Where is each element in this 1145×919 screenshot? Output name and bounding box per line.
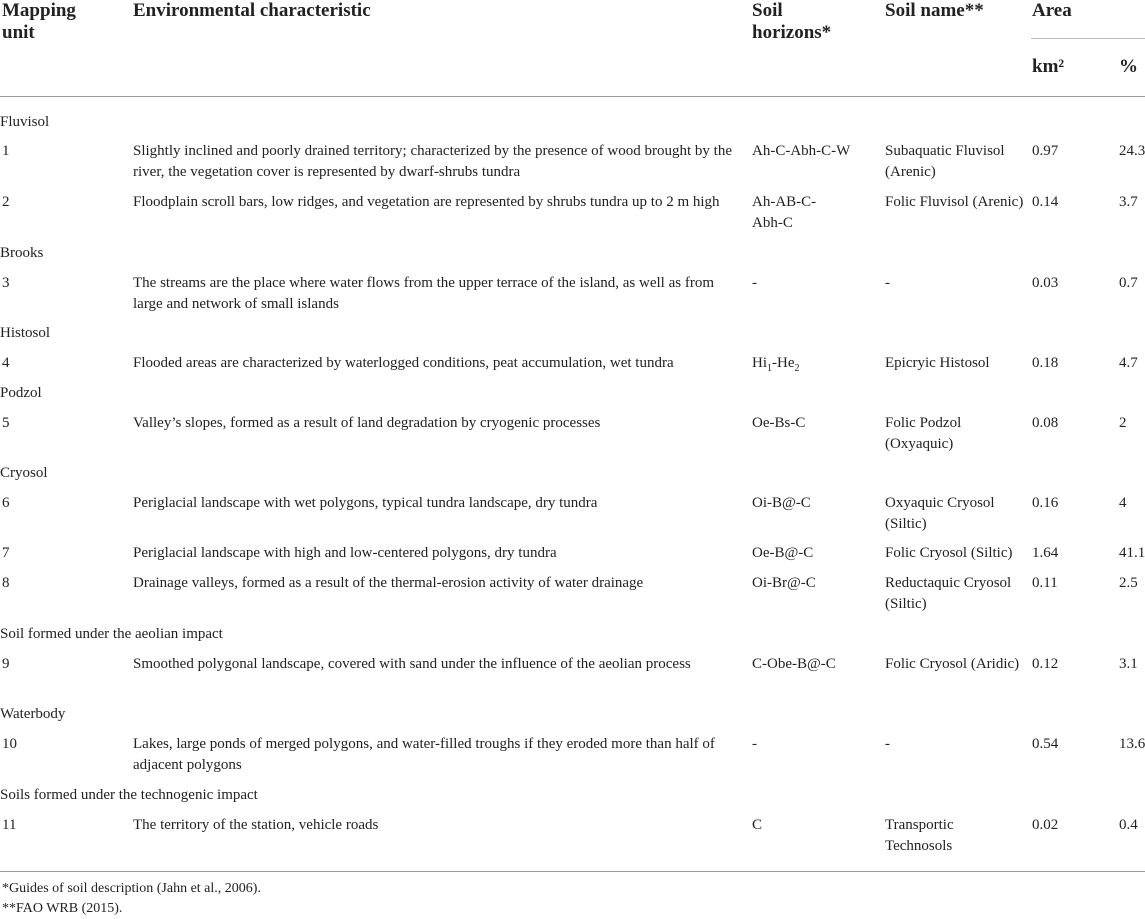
area-subheader-rule bbox=[1031, 38, 1145, 39]
horizon-subscript: 2 bbox=[794, 363, 800, 374]
header-percent: % bbox=[1119, 56, 1138, 77]
cell-km2: 0.08 bbox=[1032, 415, 1059, 431]
cell-unit: 4 bbox=[2, 355, 10, 371]
cell-unit: 5 bbox=[2, 415, 10, 431]
cell-km2: 0.11 bbox=[1032, 575, 1058, 591]
cell-horizons: Ah-C-Abh-C-W bbox=[752, 143, 851, 159]
cell-horizons: - bbox=[752, 736, 757, 752]
cell-horizons: C-Obe-B@-C bbox=[752, 656, 836, 672]
cell-soil-name: Epicryic Histosol bbox=[885, 355, 990, 371]
cell-unit: 10 bbox=[2, 736, 17, 752]
header-km2: km² bbox=[1032, 56, 1065, 77]
cell-env: Periglacial landscape with wet polygons, typical tundra landscape, dry tundra bbox=[133, 495, 598, 511]
cell-km2: 0.12 bbox=[1032, 656, 1059, 672]
section-podzol: Podzol bbox=[0, 385, 42, 401]
cell-km2: 0.16 bbox=[1032, 495, 1059, 511]
cell-soil-name: - bbox=[885, 736, 890, 752]
cell-pct: 4.7 bbox=[1119, 355, 1138, 371]
cell-env: Slightly inclined and poorly drained territory; characterized by the presence of wood brought by the river, the vegetation cover is represented by dwarf-shrubs tundra bbox=[133, 143, 732, 180]
cell-km2: 0.54 bbox=[1032, 736, 1059, 752]
cell-env: The territory of the station, vehicle roads bbox=[133, 817, 379, 833]
cell-horizons: Oe-B@-C bbox=[752, 545, 814, 561]
cell-unit: 9 bbox=[2, 656, 10, 672]
cell-env: Periglacial landscape with high and low-centered polygons, dry tundra bbox=[133, 545, 557, 561]
cell-pct: 13.6 bbox=[1119, 736, 1145, 752]
cell-soil-name: Folic Cryosol (Aridic) bbox=[885, 656, 1020, 672]
cell-km2: 1.64 bbox=[1032, 545, 1059, 561]
cell-pct: 0.7 bbox=[1119, 275, 1138, 291]
cell-pct: 3.1 bbox=[1119, 656, 1138, 672]
cell-km2: 0.14 bbox=[1032, 194, 1059, 210]
cell-env: Floodplain scroll bars, low ridges, and vegetation are represented by shrubs tundra up to 2 m high bbox=[133, 194, 720, 210]
cell-unit: 8 bbox=[2, 575, 10, 591]
header-soil-horizons: Soil horizons* bbox=[752, 0, 832, 43]
cell-soil-name: Subaquatic Fluvisol (Arenic) bbox=[885, 143, 1005, 180]
cell-pct: 0.4 bbox=[1119, 817, 1138, 833]
cell-km2: 0.18 bbox=[1032, 355, 1059, 371]
cell-env: The streams are the place where water flows from the upper terrace of the island, as well as from large and network of small islands bbox=[133, 275, 715, 312]
cell-pct: 2.5 bbox=[1119, 575, 1138, 591]
section-histosol: Histosol bbox=[0, 325, 51, 341]
header-mapping-unit: Mapping unit bbox=[2, 0, 76, 43]
cell-pct: 2 bbox=[1119, 415, 1127, 431]
cell-soil-name: Reductaquic Cryosol (Siltic) bbox=[885, 575, 1012, 612]
section-fluvisol: Fluvisol bbox=[0, 114, 50, 130]
horizon-part: -He bbox=[772, 355, 795, 371]
cell-km2: 0.97 bbox=[1032, 143, 1059, 159]
cell-horizons: Oi-Br@-C bbox=[752, 575, 816, 591]
header-environmental-characteristic: Environmental characteristic bbox=[133, 0, 371, 21]
cell-pct: 4 bbox=[1119, 495, 1127, 511]
cell-horizons: Oe-Bs-C bbox=[752, 415, 806, 431]
cell-soil-name: - bbox=[885, 275, 890, 291]
section-waterbody: Waterbody bbox=[0, 706, 66, 722]
cell-unit: 6 bbox=[2, 495, 10, 511]
section-cryosol: Cryosol bbox=[0, 465, 48, 481]
horizon-part: Hi bbox=[752, 355, 767, 371]
cell-pct: 3.7 bbox=[1119, 194, 1138, 210]
cell-env: Smoothed polygonal landscape, covered with sand under the influence of the aeolian process bbox=[133, 656, 691, 672]
section-technogenic: Soils formed under the technogenic impact bbox=[0, 787, 258, 803]
cell-soil-name: Folic Podzol (Oxyaquic) bbox=[885, 415, 962, 452]
cell-soil-name: Transportic Technosols bbox=[885, 817, 954, 854]
cell-soil-name: Folic Cryosol (Siltic) bbox=[885, 545, 1013, 561]
cell-horizons: Oi-B@-C bbox=[752, 495, 811, 511]
header-area: Area bbox=[1032, 0, 1072, 21]
cell-unit: 3 bbox=[2, 275, 10, 291]
cell-env: Flooded areas are characterized by waterlogged conditions, peat accumulation, wet tundra bbox=[133, 355, 674, 371]
cell-horizons: C bbox=[752, 817, 763, 833]
header-soil-name: Soil name** bbox=[885, 0, 984, 21]
horizon-subscript: 1 bbox=[767, 363, 772, 374]
cell-unit: 11 bbox=[2, 817, 17, 833]
cell-env: Lakes, large ponds of merged polygons, and water-filled troughs if they eroded more than half of adjacent polygons bbox=[133, 736, 715, 773]
table-header bbox=[0, 0, 1145, 97]
cell-horizons: Ah-AB-C-Abh-C bbox=[752, 194, 817, 231]
footnote-soil-name: **FAO WRB (2015). bbox=[2, 901, 123, 916]
cell-km2: 0.02 bbox=[1032, 817, 1059, 833]
cell-soil-name: Oxyaquic Cryosol (Siltic) bbox=[885, 495, 995, 532]
section-brooks: Brooks bbox=[0, 245, 44, 261]
cell-unit: 2 bbox=[2, 194, 10, 210]
cell-unit: 7 bbox=[2, 545, 10, 561]
cell-horizons bbox=[752, 353, 867, 379]
cell-pct: 41.1 bbox=[1119, 545, 1145, 561]
cell-env: Drainage valleys, formed as a result of the thermal-erosion activity of water drainage bbox=[133, 575, 644, 591]
cell-pct: 24.3 bbox=[1119, 143, 1145, 159]
section-aeolian: Soil formed under the aeolian impact bbox=[0, 626, 223, 642]
cell-horizons: - bbox=[752, 275, 757, 291]
cell-km2: 0.03 bbox=[1032, 275, 1059, 291]
cell-unit: 1 bbox=[2, 143, 10, 159]
table-bottom-rule bbox=[0, 871, 1145, 872]
footnote-horizons: *Guides of soil description (Jahn et al., 2006). bbox=[2, 881, 261, 896]
cell-env: Valley’s slopes, formed as a result of land degradation by cryogenic processes bbox=[133, 415, 601, 431]
cell-soil-name: Folic Fluvisol (Arenic) bbox=[885, 194, 1024, 210]
